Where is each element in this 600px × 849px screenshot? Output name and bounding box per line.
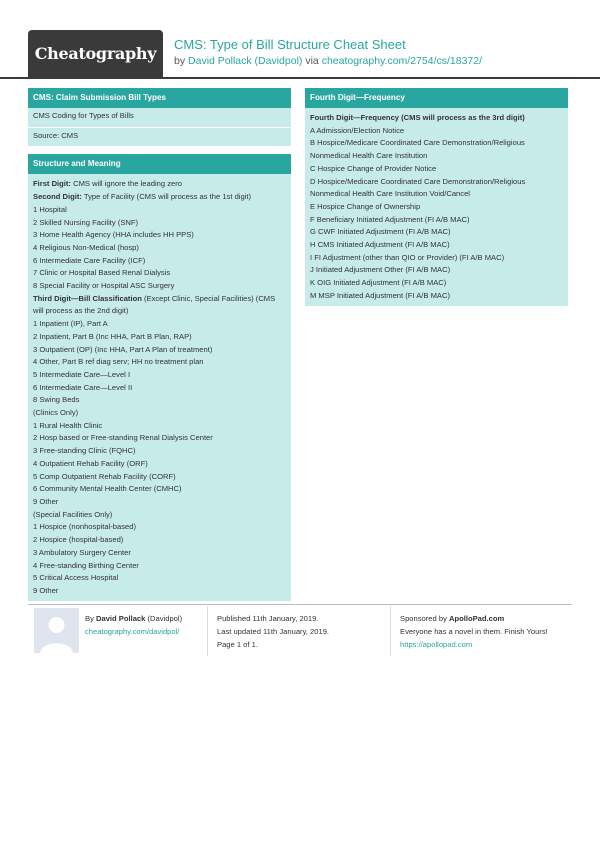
first-digit-row — [28, 178, 291, 191]
frequency-header: Fourth Digit—Frequency — [305, 88, 568, 108]
structure-body — [28, 174, 291, 600]
frequency-item: I FI Adjustment (other than QIO or Provider) (FI A/B MAC) — [310, 252, 505, 262]
frequency-box — [305, 88, 568, 306]
footer-author-name: David Pollack — [96, 614, 146, 623]
classification-item: 2 Inpatient, Part B (Inc HHA, Part B Plan, RAP) — [33, 331, 192, 341]
classification-item: 6 Community Mental Health Center (CMHC) — [33, 484, 182, 494]
author-avatar[interactable] — [34, 608, 79, 653]
byline-via: via — [305, 55, 319, 67]
author-link[interactable]: David Pollack (Davidpol) — [188, 55, 303, 67]
published-date: Published 11th January, 2019. — [217, 614, 319, 623]
byline-by: by — [174, 55, 186, 67]
avatar-placeholder-icon — [34, 608, 79, 653]
frequency-item: H CMS Initiated Adjustment (FI A/B MAC) — [310, 240, 450, 250]
frequency-item: Nonmedical Health Care Institution — [310, 151, 428, 161]
classification-item: 2 Hospice (hospital-based) — [33, 535, 124, 545]
facility-item: 7 Clinic or Hospital Based Renal Dialysis — [33, 268, 171, 278]
facility-list — [28, 204, 291, 293]
footer-divider — [28, 604, 572, 605]
frequency-subtitle — [305, 112, 568, 125]
classification-item: 2 Hosp based or Free-standing Renal Dialysis Center — [33, 433, 213, 443]
frequency-item: D Hospice/Medicare Coordinated Care Demonstration/Religious — [310, 176, 526, 186]
classification-item: 5 Intermediate Care—Level I — [33, 369, 131, 379]
facility-item: 2 Skilled Nursing Facility (SNF) — [33, 217, 139, 227]
claim-types-header: CMS: Claim Submission Bill Types — [28, 88, 291, 108]
classification-item: 3 Free-standing Clinic (FQHC) — [33, 446, 136, 456]
classification-item: 4 Free-standing Birthing Center — [33, 560, 139, 570]
sponsor-line — [400, 612, 548, 625]
facility-item: 8 Special Facility or Hospital ASC Surgery — [33, 281, 175, 291]
classification-list — [28, 318, 291, 597]
updated-date: Last updated 11th January, 2019. — [217, 627, 330, 636]
claim-types-body — [28, 108, 291, 147]
structure-header: Structure and Meaning — [28, 154, 291, 174]
third-digit-text: (Except Clinic, Special Facilities) (CMS will process as the 2nd digit) — [33, 293, 276, 316]
page-header — [0, 0, 600, 80]
header-divider — [0, 77, 600, 79]
page-title: CMS: Type of Bill Structure Cheat Sheet — [174, 37, 406, 52]
frequency-item: F Beneficiary Initiated Adjustment (FI A/B MAC) — [310, 214, 470, 224]
frequency-body — [305, 108, 568, 306]
first-digit-label: First Digit: — [33, 179, 71, 189]
classification-item: 8 Swing Beds — [33, 395, 80, 405]
footer-dates — [217, 612, 329, 651]
claim-types-row: Source: CMS — [28, 128, 291, 148]
classification-item: 3 Ambulatory Surgery Center — [33, 547, 131, 557]
frequency-item: E Hospice Change of Ownership — [310, 201, 421, 211]
sponsor-tagline: Everyone has a novel in them. Finish Yours! — [400, 627, 548, 636]
sponsor-url[interactable]: https://apollopad.com — [400, 640, 473, 649]
third-digit-row — [28, 293, 291, 318]
footer-separator — [390, 606, 391, 656]
right-column — [305, 88, 568, 313]
classification-item: (Special Facilities Only) — [33, 509, 113, 519]
third-digit-label: Third Digit—Bill Classification — [33, 293, 142, 303]
classification-item: 4 Outpatient Rehab Facility (ORF) — [33, 458, 148, 468]
frequency-list — [305, 125, 568, 303]
page-number: Page 1 of 1. — [217, 640, 258, 649]
classification-item: 3 Outpatient (OP) (Inc HHA, Part A Plan of treatment) — [33, 344, 213, 354]
classification-item: 5 Critical Access Hospital — [33, 573, 119, 583]
frequency-item: M MSP Initiated Adjustment (FI A/B MAC) — [310, 290, 450, 300]
footer-author — [85, 612, 182, 638]
classification-item: 6 Intermediate Care—Level II — [33, 382, 133, 392]
classification-item: 1 Inpatient (IP), Part A — [33, 319, 108, 329]
classification-item: 9 Other — [33, 496, 59, 506]
sponsor-name: ApolloPad.com — [449, 614, 505, 623]
frequency-item: G CWF Initiated Adjustment (FI A/B MAC) — [310, 227, 451, 237]
footer-sponsor — [400, 612, 548, 651]
classification-item: 1 Rural Health Clinic — [33, 420, 103, 430]
frequency-item: Nonmedical Health Care Institution Void/Cancel — [310, 189, 470, 199]
second-digit-row — [28, 191, 291, 204]
second-digit-label: Second Digit: — [33, 192, 82, 202]
classification-item: 1 Hospice (nonhospital-based) — [33, 522, 136, 532]
logo-text: Cheatography — [34, 44, 157, 63]
footer-author-line — [85, 612, 182, 625]
facility-item: 3 Home Health Agency (HHA includes HH PPS) — [33, 230, 194, 240]
classification-item: 5 Comp Outpatient Rehab Facility (CORF) — [33, 471, 176, 481]
claim-types-row: CMS Coding for Types of Bills — [28, 108, 291, 128]
cheatography-logo[interactable] — [28, 30, 163, 77]
frequency-item: J Initiated Adjustment Other (FI A/B MAC) — [310, 265, 451, 275]
frequency-item: C Hospice Change of Provider Notice — [310, 163, 437, 173]
left-column — [28, 88, 291, 608]
sponsored-by: Sponsored by — [400, 614, 447, 623]
frequency-item: B Hospice/Medicare Coordinated Care Demonstration/Religious — [310, 138, 525, 148]
footer-author-handle: (Davidpol) — [145, 614, 183, 623]
sheet-url-link[interactable]: cheatography.com/2754/cs/18372/ — [321, 55, 483, 67]
classification-item: 4 Other, Part B ref diag serv; HH no treatment plan — [33, 357, 204, 367]
facility-item: 4 Religious Non-Medical (hosp) — [33, 242, 139, 252]
first-digit-text: CMS will ignore the leading zero — [70, 179, 182, 189]
facility-item: 6 Intermediate Care Facility (ICF) — [33, 255, 146, 265]
footer-author-url[interactable]: cheatography.com/davidpol/ — [85, 627, 180, 636]
classification-item: (Clinics Only) — [33, 408, 79, 418]
frequency-item: K OIG Initiated Adjustment (FI A/B MAC) — [310, 278, 447, 288]
frequency-item: A Admission/Election Notice — [310, 125, 405, 135]
second-digit-text: Type of Facility (CMS will process as the 1st digit) — [81, 192, 252, 202]
classification-item: 9 Other — [33, 585, 59, 595]
byline — [174, 55, 482, 67]
claim-types-box — [28, 88, 291, 147]
footer-separator — [207, 606, 208, 656]
structure-box — [28, 154, 291, 600]
facility-item: 1 Hospital — [33, 204, 67, 214]
footer-by: By — [85, 614, 94, 623]
frequency-subtitle-text: Fourth Digit—Frequency (CMS will process as the 3rd digit) — [310, 113, 525, 122]
